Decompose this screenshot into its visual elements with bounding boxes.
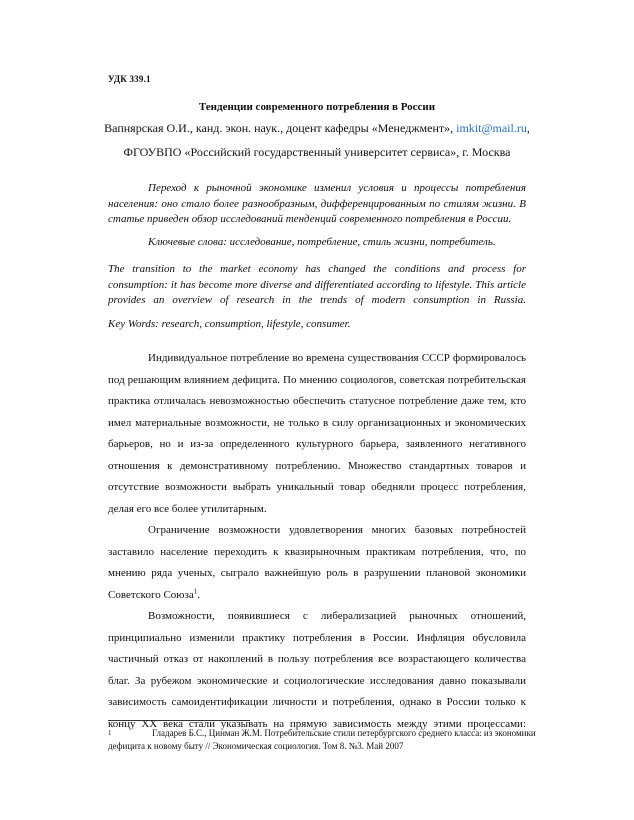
author-email-link[interactable]: imkit@mail.ru [456, 121, 527, 135]
paragraph-1: Индивидуальное потребление во времена существования СССР формировалось под решающим влиянием дефицита. По мнению социологов, советская потребительская практика отличалась невозможностью обеспечить статусное потребление даже тем, кто имел материальные возможности, не только в силу организационных и экономических барьеров, но и из-за определенного культурного барьера, заявленного негативного отношения к демонстративному потреблению. Множество стандартных товаров и отсутствие возможности выбрать уникальный товар обедняли процесс потребления, делая его все более утилитарным. [108, 352, 526, 515]
paragraph-3: Возможности, появившиеся с либерализацией рыночных отношений, принципиально изменили практику потребления в России. Инфляция обусловила частичный отказ от накоплений в пользу потребления все возрастающего количества благ. За рубежом экономические и социологические исследования давно показывали зависимость самоидентификации личности и потребления, однако в России только к концу XX века стали указывать на прямую зависимость между этими процессами: [108, 610, 526, 730]
article-title: Тенденции современного потребления в России [198, 101, 436, 113]
abstract-en: The transition to the market economy has changed the conditions and process for consumption: it has become more diverse and differentiated according to lifestyle. This article provides an overview of research in the trends of modern consumption in Russia. [108, 263, 526, 306]
article-body [108, 348, 526, 735]
footnote-separator [108, 720, 250, 721]
organization: ФГОУВПО «Российский государственный университет сервиса», г. Москва [123, 145, 511, 159]
footnote-number: 1 [108, 729, 112, 737]
udk-code: УДК 339.1 [108, 74, 151, 84]
paragraph-2-end: . [197, 588, 200, 601]
author-line-tail: , [526, 121, 530, 135]
author-info: Вапнярская О.И., канд. экон. наук., доцент кафедры «Менеджмент», [104, 121, 457, 135]
footnote-text: Гладарев Б.С., Цинман Ж.М. Потребительские стили петербургского среднего класса: из экономики дефицита к новому быту // Экономическая социология. Том 8. №3. Май 2007 [108, 728, 536, 751]
paragraph-2-text: Ограничение возможности удовлетворения многих базовых потребностей заставило население переходить к квазирыночным практикам потребления, что, по мнению ряда ученых, сыграло важнейшую роль в разрушении плановой экономики Советского Союза [108, 524, 526, 601]
footnote [108, 727, 538, 752]
keywords-ru: Ключевые слова: исследование, потребление, стиль жизни, потребитель. [148, 236, 496, 248]
abstract-ru: Переход к рыночной экономике изменил условия и процессы потребления населения: оно стало более разнообразным, дифференцированным по стилям жизни. В статье приведен обзор исследований тенденций современного потребления в России. [108, 182, 526, 225]
author-line [100, 121, 534, 136]
footnote-ref[interactable]: 1 [193, 586, 198, 595]
paragraph-2 [108, 520, 526, 606]
keywords-en: Key Words: research, consumption, lifestyle, consumer. [108, 318, 351, 330]
